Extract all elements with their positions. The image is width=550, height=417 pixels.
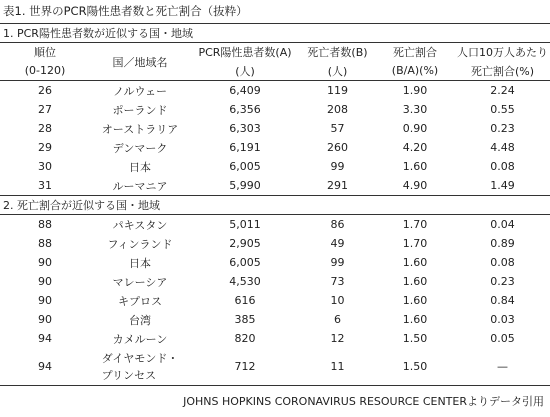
cell-per100k: 0.05 <box>490 332 515 345</box>
cell-positives: 6,303 <box>229 122 261 135</box>
cell-rank: 31 <box>38 179 52 192</box>
cell-rank: 27 <box>38 103 52 116</box>
cell-name: 台湾 <box>129 313 151 327</box>
table-row <box>0 310 550 329</box>
cell-rate: 1.90 <box>402 84 428 97</box>
column-header-row-1 <box>0 43 550 62</box>
cell-positives: 6,191 <box>229 141 261 154</box>
cell-deaths: 49 <box>330 237 345 250</box>
cell-rank: 29 <box>38 141 52 154</box>
cell-per100k: 4.48 <box>490 141 515 154</box>
cell-name: マレーシア <box>112 275 168 289</box>
section-2-header <box>0 196 550 215</box>
cell-name: キプロス <box>118 294 162 308</box>
cell-name: デンマーク <box>112 141 168 155</box>
cell-rate: 3.30 <box>402 103 428 116</box>
cell-deaths: 99 <box>330 160 345 173</box>
table-caption: 表1. 世界のPCR陽性患者数と死亡割合（抜粋） <box>3 4 248 18</box>
cell-rank: 90 <box>38 294 52 307</box>
cell-name-wrap <box>102 350 179 384</box>
cell-positives: 6,409 <box>229 84 261 97</box>
table-row <box>0 138 550 157</box>
data-table <box>0 23 550 386</box>
cell-positives: 6,005 <box>229 256 261 269</box>
cell-positives: 385 <box>234 313 256 326</box>
cell-positives: 616 <box>234 294 256 307</box>
cell-per100k: 0.03 <box>490 313 515 326</box>
cell-deaths: 57 <box>330 122 345 135</box>
cell-per100k: 0.55 <box>490 103 515 116</box>
cell-rate: 1.50 <box>402 332 428 345</box>
cell-rate: 1.60 <box>402 256 428 269</box>
header-per100k: 人口10万人あたり <box>457 46 548 59</box>
cell-positives: 2,905 <box>229 237 261 250</box>
cell-rate: 4.20 <box>402 141 428 154</box>
cell-per100k: 2.24 <box>490 84 515 97</box>
cell-rank: 94 <box>0 348 90 386</box>
cell-positives: 5,990 <box>229 179 261 192</box>
cell-deaths: 12 <box>330 332 345 345</box>
cell-name-line-2: プリンセス <box>101 368 157 382</box>
cell-rank: 90 <box>38 313 52 326</box>
cell-name: 日本 <box>129 256 151 270</box>
cell-name: ポーランド <box>112 103 168 117</box>
cell-deaths: 86 <box>330 218 345 231</box>
section-2-title: 2. 死亡割合が近似する国・地域 <box>0 196 550 215</box>
cell-rank: 88 <box>38 237 52 250</box>
header-positives: PCR陽性患者数(A) <box>198 46 292 59</box>
cell-rate: 1.70 <box>402 218 428 231</box>
cell-per100k: 0.08 <box>490 160 515 173</box>
header-rank-range: (0-120) <box>0 61 90 81</box>
cell-rate: 1.60 <box>402 313 428 326</box>
cell-name: 日本 <box>129 160 151 174</box>
cell-rate: 0.90 <box>402 122 428 135</box>
cell-name: ルーマニア <box>112 179 168 193</box>
cell-per100k: 0.23 <box>490 122 515 135</box>
cell-positives: 712 <box>190 348 300 386</box>
cell-name: オーストラリア <box>101 122 179 136</box>
table-body <box>0 24 550 386</box>
cell-deaths: 208 <box>327 103 348 116</box>
header-rate: 死亡割合 <box>393 46 437 59</box>
cell-rate: 1.60 <box>402 275 428 288</box>
cell-rate: 1.70 <box>402 237 428 250</box>
header-deaths: 死亡者数(B) <box>307 46 368 59</box>
cell-name-line-1: ダイヤモンド・ <box>101 351 179 365</box>
table-row <box>0 291 550 310</box>
header-rank: 順位 <box>34 46 56 59</box>
header-positives-unit: (人) <box>190 61 300 81</box>
cell-positives: 4,530 <box>229 275 261 288</box>
cell-rank: 88 <box>38 218 52 231</box>
header-rate-unit: (B/A)(%) <box>375 61 455 81</box>
cell-rate: 1.60 <box>402 294 428 307</box>
cell-rank: 90 <box>38 275 52 288</box>
table-row <box>0 119 550 138</box>
table-row <box>0 272 550 291</box>
cell-rate: 4.90 <box>402 179 428 192</box>
table-row <box>0 81 550 101</box>
cell-rank: 94 <box>38 332 52 345</box>
column-header-row-2 <box>0 61 550 81</box>
cell-name: ノルウェー <box>112 84 168 98</box>
cell-rate: 1.50 <box>375 348 455 386</box>
cell-positives: 820 <box>234 332 256 345</box>
section-1-title: 1. PCR陽性患者数が近似する国・地域 <box>0 24 550 43</box>
cell-deaths: 10 <box>330 294 345 307</box>
cell-name <box>90 348 190 386</box>
table-row <box>0 215 550 235</box>
source-note: JOHNS HOPKINS CORONAVIRUS RESOURCE CENTERよりデータ引用 <box>183 395 544 408</box>
header-per100k-unit: 死亡割合(%) <box>455 61 550 81</box>
table-row <box>0 100 550 119</box>
table-row <box>0 234 550 253</box>
cell-per100k: 0.23 <box>490 275 515 288</box>
header-country: 国／地域名 <box>90 43 190 81</box>
cell-deaths: 260 <box>327 141 348 154</box>
cell-rank: 26 <box>38 84 52 97</box>
header-deaths-unit: (人) <box>300 61 375 81</box>
cell-positives: 6,356 <box>229 103 261 116</box>
cell-deaths: 11 <box>300 348 375 386</box>
cell-rank: 28 <box>38 122 52 135</box>
table-row <box>0 329 550 348</box>
cell-name: パキスタン <box>112 218 168 232</box>
cell-rank: 30 <box>38 160 52 173</box>
cell-deaths: 99 <box>330 256 345 269</box>
table-row <box>0 157 550 176</box>
cell-name: フィンランド <box>107 237 173 251</box>
cell-rank: 90 <box>38 256 52 269</box>
cell-deaths: 73 <box>330 275 345 288</box>
cell-positives: 5,011 <box>229 218 261 231</box>
cell-rate: 1.60 <box>402 160 428 173</box>
cell-per100k: 1.49 <box>490 179 515 192</box>
cell-name: カメルーン <box>112 332 168 346</box>
table-row <box>0 253 550 272</box>
table-row <box>0 176 550 196</box>
cell-positives: 6,005 <box>229 160 261 173</box>
cell-deaths: 6 <box>334 313 341 326</box>
cell-per100k: 0.84 <box>490 294 515 307</box>
cell-per100k: — <box>455 348 550 386</box>
cell-per100k: 0.04 <box>490 218 515 231</box>
cell-deaths: 291 <box>327 179 348 192</box>
table-row <box>0 348 550 386</box>
cell-per100k: 0.89 <box>490 237 515 250</box>
cell-per100k: 0.08 <box>490 256 515 269</box>
section-1-header <box>0 24 550 43</box>
cell-deaths: 119 <box>327 84 348 97</box>
